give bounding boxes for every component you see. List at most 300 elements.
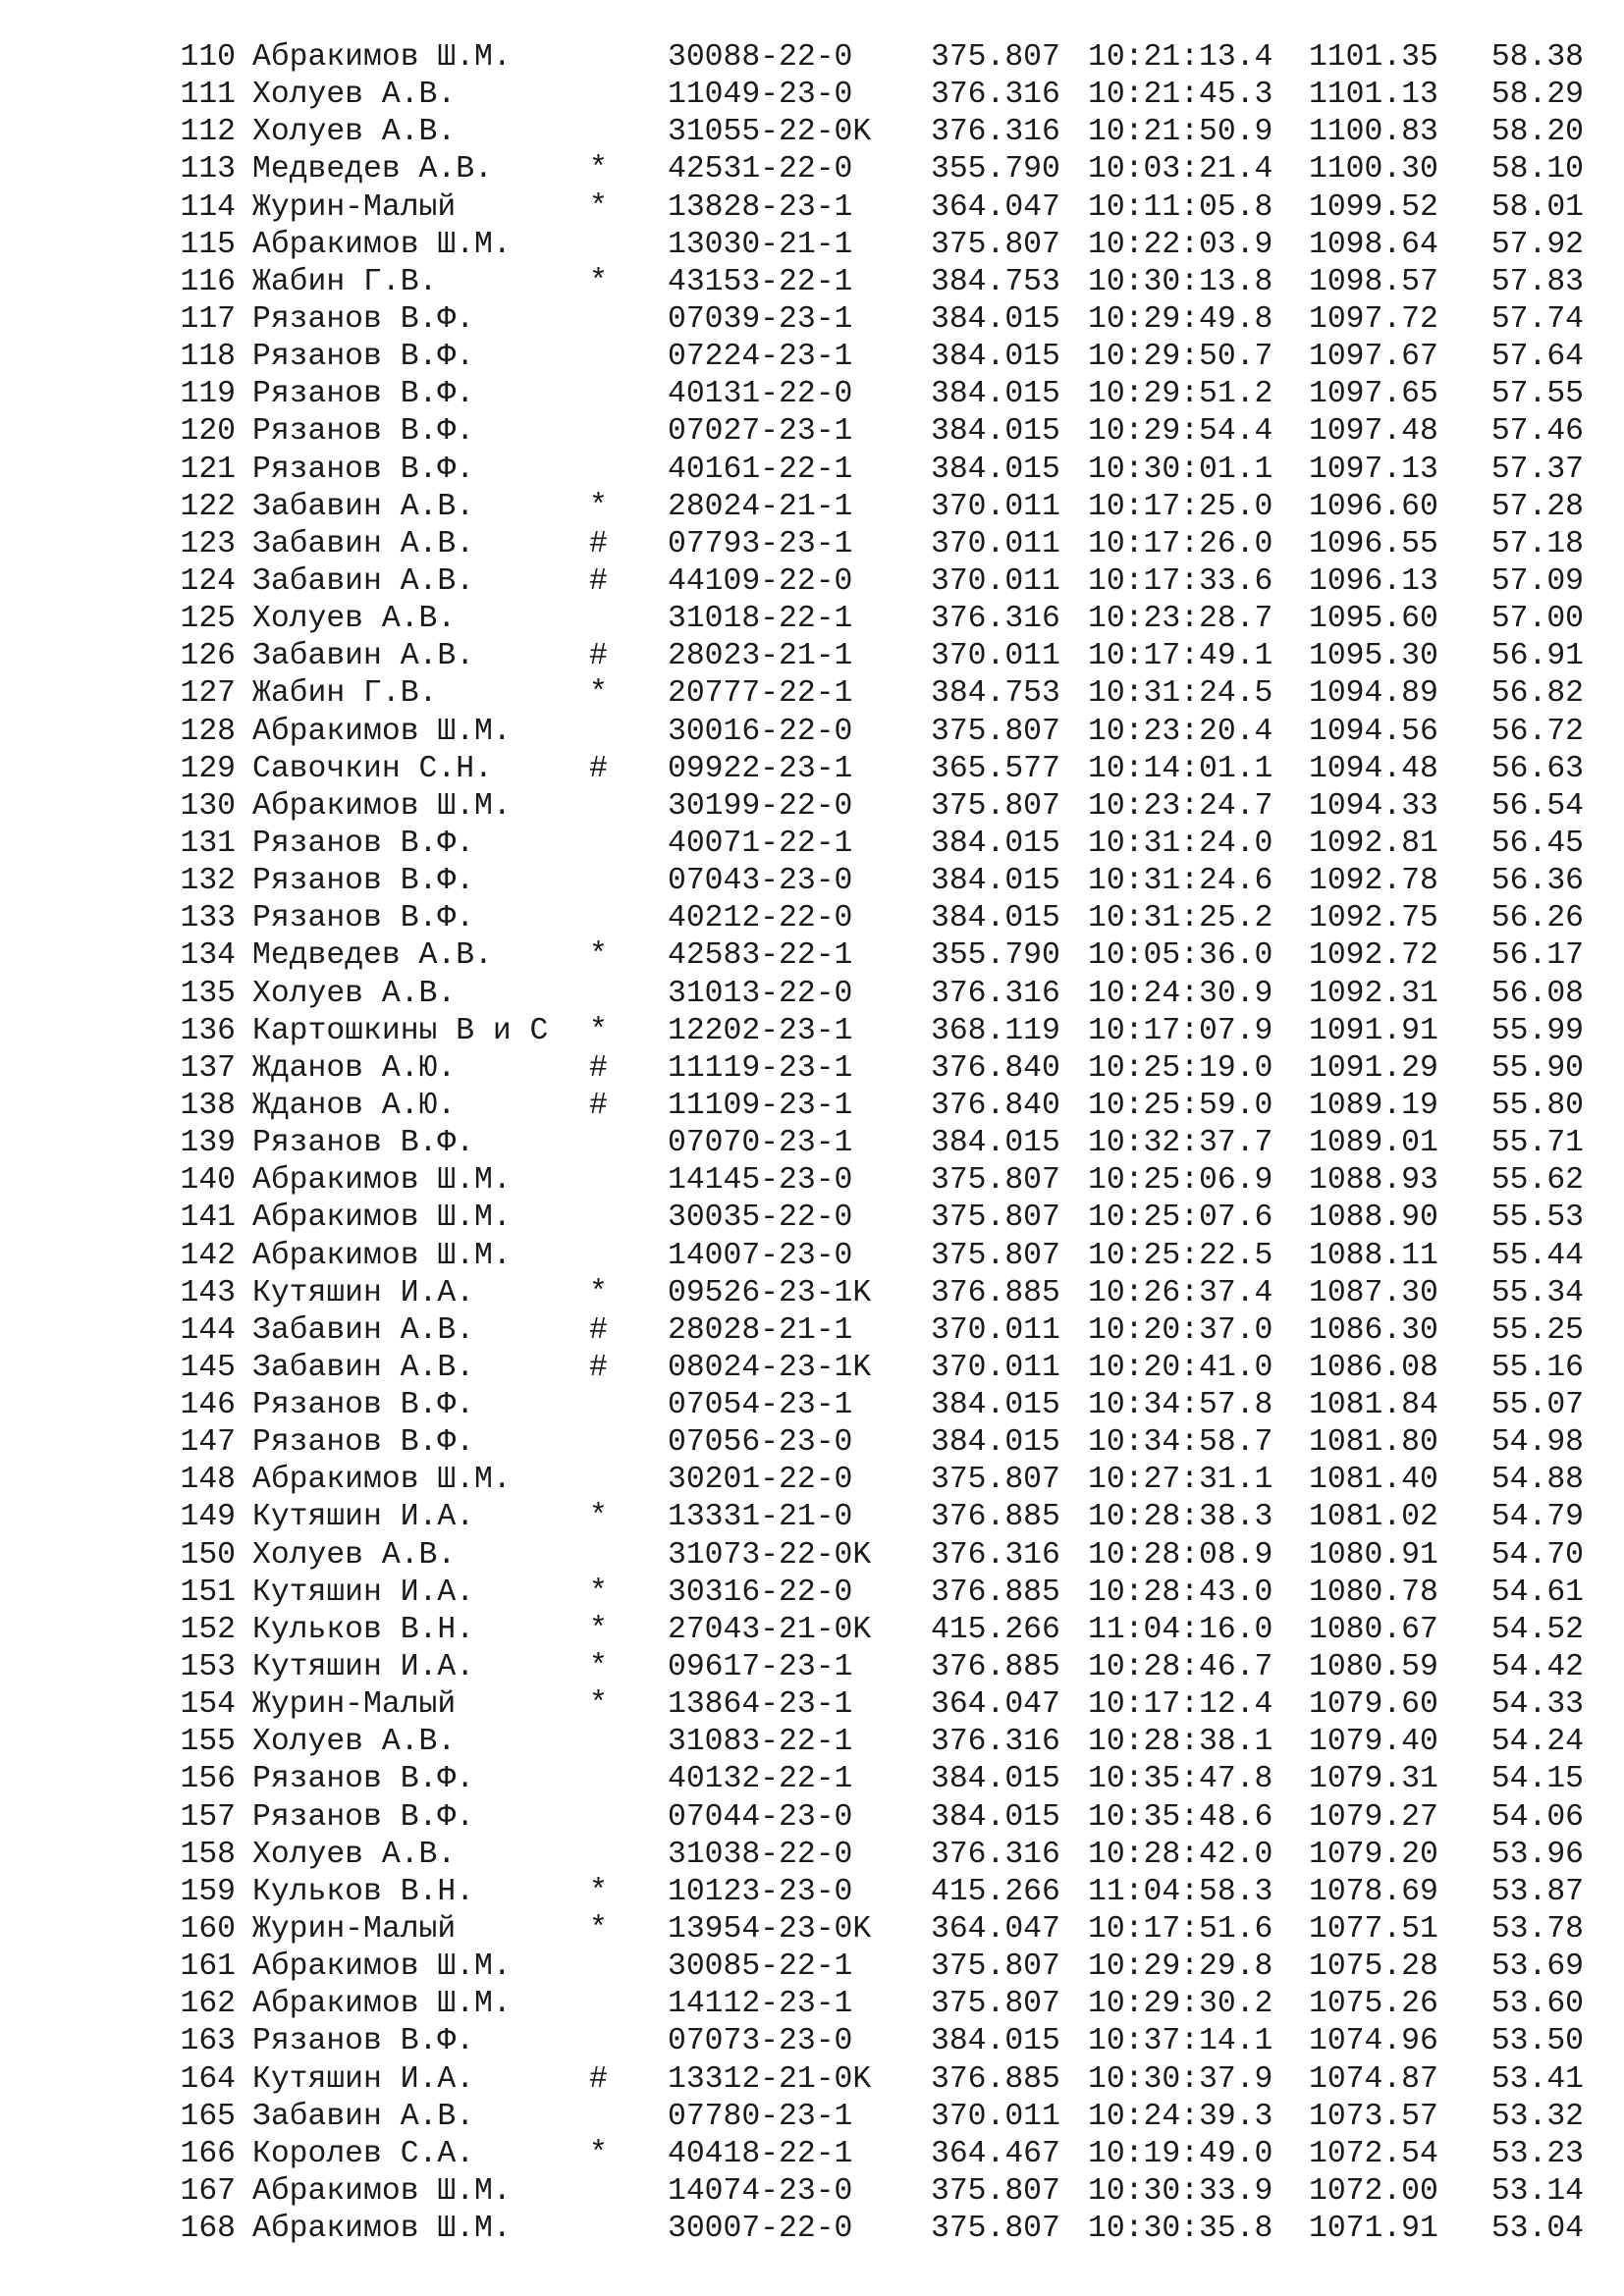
arrival-time: 10:25:22.5 xyxy=(1088,1238,1273,1273)
fancier-name: Савочкин С.Н. xyxy=(252,751,493,786)
points: 58.38 xyxy=(1490,40,1584,75)
ring-number: 31018-22-1 xyxy=(668,602,853,637)
speed: 1091.91 xyxy=(1309,1013,1438,1048)
table-row xyxy=(0,1013,1624,1050)
table-row xyxy=(0,1612,1624,1649)
speed: 1095.30 xyxy=(1309,639,1438,674)
fancier-name: Забавин А.В. xyxy=(252,489,475,524)
row-mark: # xyxy=(589,563,608,599)
points: 58.01 xyxy=(1490,189,1584,225)
ring-number: 31013-22-0 xyxy=(668,976,853,1011)
row-mark: # xyxy=(589,751,608,786)
table-row xyxy=(0,2023,1624,2060)
row-mark: * xyxy=(589,2136,608,2171)
arrival-time: 10:26:37.4 xyxy=(1088,1275,1273,1310)
row-number: 146 xyxy=(180,1388,236,1423)
ring-number: 07027-23-1 xyxy=(668,414,853,450)
speed: 1079.40 xyxy=(1309,1725,1438,1760)
points: 55.25 xyxy=(1490,1312,1584,1348)
ring-number: 30199-22-0 xyxy=(668,788,853,824)
points: 53.87 xyxy=(1490,1874,1584,1909)
fancier-name: Рязанов В.Ф. xyxy=(252,414,475,450)
speed: 1081.80 xyxy=(1309,1425,1438,1461)
table-row xyxy=(0,526,1624,563)
arrival-time: 10:25:07.6 xyxy=(1088,1201,1273,1236)
distance: 415.266 xyxy=(931,1874,1060,1909)
ring-number: 07054-23-1 xyxy=(668,1388,853,1423)
distance: 384.015 xyxy=(931,1388,1060,1423)
row-mark: * xyxy=(589,1013,608,1048)
ring-number: 14112-23-1 xyxy=(668,1987,853,2022)
ring-number: 30016-22-0 xyxy=(668,714,853,749)
speed: 1081.84 xyxy=(1309,1388,1438,1423)
distance: 376.316 xyxy=(931,976,1060,1011)
points: 57.00 xyxy=(1490,602,1584,637)
row-mark: # xyxy=(589,639,608,674)
fancier-name: Абракимов Ш.М. xyxy=(252,40,512,75)
fancier-name: Жабин Г.В. xyxy=(252,676,438,712)
speed: 1101.13 xyxy=(1309,78,1438,113)
table-row xyxy=(0,1799,1624,1837)
table-row xyxy=(0,114,1624,151)
row-number: 168 xyxy=(180,2212,236,2247)
ring-number: 13030-21-1 xyxy=(668,227,853,262)
speed: 1072.54 xyxy=(1309,2136,1438,2171)
table-row xyxy=(0,563,1624,601)
table-row xyxy=(0,1911,1624,1949)
arrival-time: 10:24:30.9 xyxy=(1088,976,1273,1011)
ring-number: 09617-23-1 xyxy=(668,1650,853,1685)
row-number: 113 xyxy=(180,152,236,187)
speed: 1086.30 xyxy=(1309,1312,1438,1348)
row-number: 148 xyxy=(180,1463,236,1498)
distance: 376.316 xyxy=(931,1725,1060,1760)
distance: 370.011 xyxy=(931,1312,1060,1348)
table-row xyxy=(0,1649,1624,1686)
fancier-name: Журин-Малый xyxy=(252,189,457,225)
arrival-time: 10:35:48.6 xyxy=(1088,1799,1273,1835)
distance: 376.316 xyxy=(931,115,1060,150)
points: 55.44 xyxy=(1490,1238,1584,1273)
arrival-time: 10:14:01.1 xyxy=(1088,751,1273,786)
row-mark: * xyxy=(589,676,608,712)
speed: 1101.35 xyxy=(1309,40,1438,75)
row-number: 144 xyxy=(180,1312,236,1348)
table-row xyxy=(0,2099,1624,2136)
ring-number: 30085-22-1 xyxy=(668,1949,853,1985)
row-number: 166 xyxy=(180,2136,236,2171)
fancier-name: Абракимов Ш.М. xyxy=(252,1238,512,1273)
fancier-name: Кутяшин И.А. xyxy=(252,1650,475,1685)
speed: 1089.01 xyxy=(1309,1126,1438,1161)
distance: 376.885 xyxy=(931,2061,1060,2097)
distance: 384.015 xyxy=(931,340,1060,375)
table-row xyxy=(0,1761,1624,1798)
row-mark: # xyxy=(589,526,608,561)
fancier-name: Забавин А.В. xyxy=(252,639,475,674)
arrival-time: 10:28:46.7 xyxy=(1088,1650,1273,1685)
ring-number: 07780-23-1 xyxy=(668,2099,853,2134)
distance: 384.015 xyxy=(931,1799,1060,1835)
distance: 375.807 xyxy=(931,1987,1060,2022)
arrival-time: 10:25:59.0 xyxy=(1088,1088,1273,1123)
table-row xyxy=(0,1874,1624,1911)
points: 54.79 xyxy=(1490,1500,1584,1535)
distance: 384.015 xyxy=(931,414,1060,450)
row-number: 119 xyxy=(180,377,236,412)
fancier-name: Журин-Малый xyxy=(252,1687,457,1723)
fancier-name: Кутяшин И.А. xyxy=(252,1275,475,1310)
arrival-time: 10:28:08.9 xyxy=(1088,1537,1273,1573)
distance: 375.807 xyxy=(931,1163,1060,1199)
arrival-time: 10:30:01.1 xyxy=(1088,452,1273,487)
table-row xyxy=(0,1462,1624,1499)
distance: 355.790 xyxy=(931,152,1060,187)
fancier-name: Холуев А.В. xyxy=(252,1537,457,1573)
ring-number: 31055-22-0K xyxy=(668,115,872,150)
fancier-name: Жданов А.Ю. xyxy=(252,1050,457,1086)
fancier-name: Абракимов Ш.М. xyxy=(252,1987,512,2022)
row-number: 110 xyxy=(180,40,236,75)
distance: 384.015 xyxy=(931,901,1060,936)
fancier-name: Рязанов В.Ф. xyxy=(252,377,475,412)
fancier-name: Кульков В.Н. xyxy=(252,1612,475,1647)
speed: 1092.81 xyxy=(1309,826,1438,861)
speed: 1080.67 xyxy=(1309,1612,1438,1647)
row-mark: * xyxy=(589,1912,608,1948)
fancier-name: Абракимов Ш.М. xyxy=(252,1463,512,1498)
table-row xyxy=(0,1088,1624,1125)
points: 56.08 xyxy=(1490,976,1584,1011)
fancier-name: Абракимов Ш.М. xyxy=(252,1163,512,1199)
arrival-time: 11:04:16.0 xyxy=(1088,1612,1273,1647)
points: 54.06 xyxy=(1490,1799,1584,1835)
distance: 370.011 xyxy=(931,489,1060,524)
ring-number: 40212-22-0 xyxy=(668,901,853,936)
speed: 1073.57 xyxy=(1309,2099,1438,2134)
distance: 376.840 xyxy=(931,1050,1060,1086)
row-number: 118 xyxy=(180,340,236,375)
arrival-time: 10:25:06.9 xyxy=(1088,1163,1273,1199)
row-number: 111 xyxy=(180,78,236,113)
row-number: 114 xyxy=(180,189,236,225)
fancier-name: Картошкины В и С xyxy=(252,1013,549,1048)
ring-number: 28023-21-1 xyxy=(668,639,853,674)
points: 53.04 xyxy=(1490,2212,1584,2247)
table-row xyxy=(0,714,1624,751)
speed: 1078.69 xyxy=(1309,1874,1438,1909)
distance: 375.807 xyxy=(931,2174,1060,2210)
distance: 384.015 xyxy=(931,301,1060,337)
table-row xyxy=(0,1424,1624,1462)
ring-number: 07070-23-1 xyxy=(668,1126,853,1161)
table-row xyxy=(0,601,1624,638)
table-row xyxy=(0,339,1624,376)
arrival-time: 10:05:36.0 xyxy=(1088,938,1273,974)
speed: 1097.65 xyxy=(1309,377,1438,412)
row-number: 122 xyxy=(180,489,236,524)
row-number: 149 xyxy=(180,1500,236,1535)
speed: 1096.60 xyxy=(1309,489,1438,524)
distance: 370.011 xyxy=(931,526,1060,561)
arrival-time: 10:29:49.8 xyxy=(1088,301,1273,337)
points: 56.63 xyxy=(1490,751,1584,786)
points: 55.80 xyxy=(1490,1088,1584,1123)
speed: 1079.20 xyxy=(1309,1837,1438,1872)
row-number: 163 xyxy=(180,2024,236,2059)
speed: 1092.72 xyxy=(1309,938,1438,974)
ring-number: 13828-23-1 xyxy=(668,189,853,225)
table-row xyxy=(0,1050,1624,1088)
row-number: 156 xyxy=(180,1762,236,1797)
ring-number: 31038-22-0 xyxy=(668,1837,853,1872)
ring-number: 30201-22-0 xyxy=(668,1463,853,1498)
row-number: 158 xyxy=(180,1837,236,1872)
distance: 370.011 xyxy=(931,563,1060,599)
table-row xyxy=(0,1986,1624,2023)
row-mark: * xyxy=(589,152,608,187)
points: 56.36 xyxy=(1490,864,1584,899)
results-table xyxy=(0,39,1624,2248)
table-row xyxy=(0,452,1624,489)
points: 56.45 xyxy=(1490,826,1584,861)
ring-number: 28028-21-1 xyxy=(668,1312,853,1348)
ring-number: 12202-23-1 xyxy=(668,1013,853,1048)
row-mark: # xyxy=(589,1312,608,1348)
ring-number: 44109-22-0 xyxy=(668,563,853,599)
arrival-time: 10:23:28.7 xyxy=(1088,602,1273,637)
distance: 375.807 xyxy=(931,1238,1060,1273)
distance: 375.807 xyxy=(931,227,1060,262)
speed: 1087.30 xyxy=(1309,1275,1438,1310)
row-number: 161 xyxy=(180,1949,236,1985)
row-number: 132 xyxy=(180,864,236,899)
ring-number: 43153-22-1 xyxy=(668,264,853,299)
row-number: 151 xyxy=(180,1575,236,1610)
row-mark: * xyxy=(589,1874,608,1909)
points: 54.88 xyxy=(1490,1463,1584,1498)
arrival-time: 10:37:14.1 xyxy=(1088,2024,1273,2059)
table-row xyxy=(0,1387,1624,1424)
distance: 355.790 xyxy=(931,938,1060,974)
table-row xyxy=(0,1686,1624,1724)
distance: 415.266 xyxy=(931,1612,1060,1647)
arrival-time: 10:29:50.7 xyxy=(1088,340,1273,375)
row-mark: # xyxy=(589,1050,608,1086)
fancier-name: Рязанов В.Ф. xyxy=(252,864,475,899)
distance: 375.807 xyxy=(931,714,1060,749)
arrival-time: 10:29:54.4 xyxy=(1088,414,1273,450)
arrival-time: 10:35:47.8 xyxy=(1088,1762,1273,1797)
arrival-time: 10:32:37.7 xyxy=(1088,1126,1273,1161)
arrival-time: 10:17:25.0 xyxy=(1088,489,1273,524)
points: 57.09 xyxy=(1490,563,1584,599)
table-row xyxy=(0,227,1624,264)
table-row xyxy=(0,900,1624,937)
arrival-time: 10:17:51.6 xyxy=(1088,1912,1273,1948)
arrival-time: 10:30:13.8 xyxy=(1088,264,1273,299)
distance: 375.807 xyxy=(931,1463,1060,1498)
distance: 368.119 xyxy=(931,1013,1060,1048)
ring-number: 13331-21-0 xyxy=(668,1500,853,1535)
fancier-name: Кульков В.Н. xyxy=(252,1874,475,1909)
speed: 1088.93 xyxy=(1309,1163,1438,1199)
table-row xyxy=(0,1949,1624,1986)
fancier-name: Абракимов Ш.М. xyxy=(252,2174,512,2210)
distance: 384.015 xyxy=(931,452,1060,487)
arrival-time: 10:20:41.0 xyxy=(1088,1350,1273,1385)
distance: 375.807 xyxy=(931,788,1060,824)
speed: 1074.96 xyxy=(1309,2024,1438,2059)
distance: 375.807 xyxy=(931,40,1060,75)
speed: 1077.51 xyxy=(1309,1912,1438,1948)
speed: 1080.59 xyxy=(1309,1650,1438,1685)
speed: 1091.29 xyxy=(1309,1050,1438,1086)
fancier-name: Абракимов Ш.М. xyxy=(252,714,512,749)
speed: 1080.78 xyxy=(1309,1575,1438,1610)
arrival-time: 10:34:57.8 xyxy=(1088,1388,1273,1423)
arrival-time: 10:17:12.4 xyxy=(1088,1687,1273,1723)
speed: 1088.11 xyxy=(1309,1238,1438,1273)
row-number: 145 xyxy=(180,1350,236,1385)
table-row xyxy=(0,1275,1624,1312)
row-mark: * xyxy=(589,1275,608,1310)
distance: 370.011 xyxy=(931,639,1060,674)
table-row xyxy=(0,751,1624,788)
table-row xyxy=(0,1312,1624,1350)
ring-number: 07073-23-0 xyxy=(668,2024,853,2059)
ring-number: 11049-23-0 xyxy=(668,78,853,113)
points: 57.64 xyxy=(1490,340,1584,375)
fancier-name: Абракимов Ш.М. xyxy=(252,2212,512,2247)
row-number: 160 xyxy=(180,1912,236,1948)
ring-number: 11119-23-1 xyxy=(668,1050,853,1086)
distance: 376.316 xyxy=(931,602,1060,637)
speed: 1094.89 xyxy=(1309,676,1438,712)
row-number: 127 xyxy=(180,676,236,712)
ring-number: 07224-23-1 xyxy=(668,340,853,375)
points: 57.55 xyxy=(1490,377,1584,412)
fancier-name: Рязанов В.Ф. xyxy=(252,2024,475,2059)
points: 53.60 xyxy=(1490,1987,1584,2022)
points: 54.61 xyxy=(1490,1575,1584,1610)
table-row xyxy=(0,1837,1624,1874)
points: 54.98 xyxy=(1490,1425,1584,1461)
arrival-time: 10:31:24.5 xyxy=(1088,676,1273,712)
table-row xyxy=(0,413,1624,451)
points: 55.71 xyxy=(1490,1126,1584,1161)
fancier-name: Жабин Г.В. xyxy=(252,264,438,299)
table-row xyxy=(0,376,1624,413)
row-mark: * xyxy=(589,489,608,524)
distance: 365.577 xyxy=(931,751,1060,786)
distance: 384.753 xyxy=(931,264,1060,299)
fancier-name: Рязанов В.Ф. xyxy=(252,1425,475,1461)
arrival-time: 10:28:42.0 xyxy=(1088,1837,1273,1872)
points: 55.34 xyxy=(1490,1275,1584,1310)
speed: 1100.30 xyxy=(1309,152,1438,187)
row-number: 157 xyxy=(180,1799,236,1835)
fancier-name: Рязанов В.Ф. xyxy=(252,901,475,936)
distance: 376.885 xyxy=(931,1500,1060,1535)
fancier-name: Королев С.А. xyxy=(252,2136,475,2171)
points: 57.37 xyxy=(1490,452,1584,487)
arrival-time: 10:27:31.1 xyxy=(1088,1463,1273,1498)
ring-number: 40132-22-1 xyxy=(668,1762,853,1797)
fancier-name: Рязанов В.Ф. xyxy=(252,340,475,375)
table-row xyxy=(0,264,1624,301)
table-row xyxy=(0,301,1624,339)
arrival-time: 10:17:07.9 xyxy=(1088,1013,1273,1048)
row-number: 153 xyxy=(180,1650,236,1685)
fancier-name: Холуев А.В. xyxy=(252,78,457,113)
row-number: 126 xyxy=(180,639,236,674)
ring-number: 14074-23-0 xyxy=(668,2174,853,2210)
row-number: 167 xyxy=(180,2174,236,2210)
distance: 376.840 xyxy=(931,1088,1060,1123)
table-row xyxy=(0,826,1624,863)
ring-number: 31083-22-1 xyxy=(668,1725,853,1760)
ring-number: 30088-22-0 xyxy=(668,40,853,75)
speed: 1097.72 xyxy=(1309,301,1438,337)
arrival-time: 10:28:38.1 xyxy=(1088,1725,1273,1760)
fancier-name: Медведев А.В. xyxy=(252,152,493,187)
speed: 1072.00 xyxy=(1309,2174,1438,2210)
row-number: 124 xyxy=(180,563,236,599)
row-number: 125 xyxy=(180,602,236,637)
table-row xyxy=(0,189,1624,227)
arrival-time: 10:19:49.0 xyxy=(1088,2136,1273,2171)
table-row xyxy=(0,1125,1624,1162)
arrival-time: 10:20:37.0 xyxy=(1088,1312,1273,1348)
fancier-name: Холуев А.В. xyxy=(252,1837,457,1872)
arrival-time: 10:24:39.3 xyxy=(1088,2099,1273,2134)
arrival-time: 10:17:33.6 xyxy=(1088,563,1273,599)
speed: 1097.48 xyxy=(1309,414,1438,450)
fancier-name: Кутяшин И.А. xyxy=(252,1500,475,1535)
fancier-name: Абракимов Ш.М. xyxy=(252,1949,512,1985)
row-number: 141 xyxy=(180,1201,236,1236)
arrival-time: 10:29:29.8 xyxy=(1088,1949,1273,1985)
ring-number: 30316-22-0 xyxy=(668,1575,853,1610)
row-number: 117 xyxy=(180,301,236,337)
arrival-time: 10:17:49.1 xyxy=(1088,639,1273,674)
ring-number: 09526-23-1K xyxy=(668,1275,872,1310)
speed: 1071.91 xyxy=(1309,2212,1438,2247)
ring-number: 42531-22-0 xyxy=(668,152,853,187)
distance: 376.316 xyxy=(931,1837,1060,1872)
row-mark: # xyxy=(589,1088,608,1123)
speed: 1092.31 xyxy=(1309,976,1438,1011)
arrival-time: 10:31:24.0 xyxy=(1088,826,1273,861)
ring-number: 27043-21-0K xyxy=(668,1612,872,1647)
fancier-name: Рязанов В.Ф. xyxy=(252,1388,475,1423)
speed: 1092.75 xyxy=(1309,901,1438,936)
fancier-name: Забавин А.В. xyxy=(252,1312,475,1348)
distance: 375.807 xyxy=(931,1949,1060,1985)
distance: 375.807 xyxy=(931,2212,1060,2247)
speed: 1088.90 xyxy=(1309,1201,1438,1236)
row-number: 135 xyxy=(180,976,236,1011)
fancier-name: Холуев А.В. xyxy=(252,602,457,637)
points: 55.53 xyxy=(1490,1201,1584,1236)
table-row xyxy=(0,863,1624,900)
row-mark: # xyxy=(589,1350,608,1385)
fancier-name: Журин-Малый xyxy=(252,1912,457,1948)
points: 54.52 xyxy=(1490,1612,1584,1647)
fancier-name: Жданов А.Ю. xyxy=(252,1088,457,1123)
points: 56.72 xyxy=(1490,714,1584,749)
